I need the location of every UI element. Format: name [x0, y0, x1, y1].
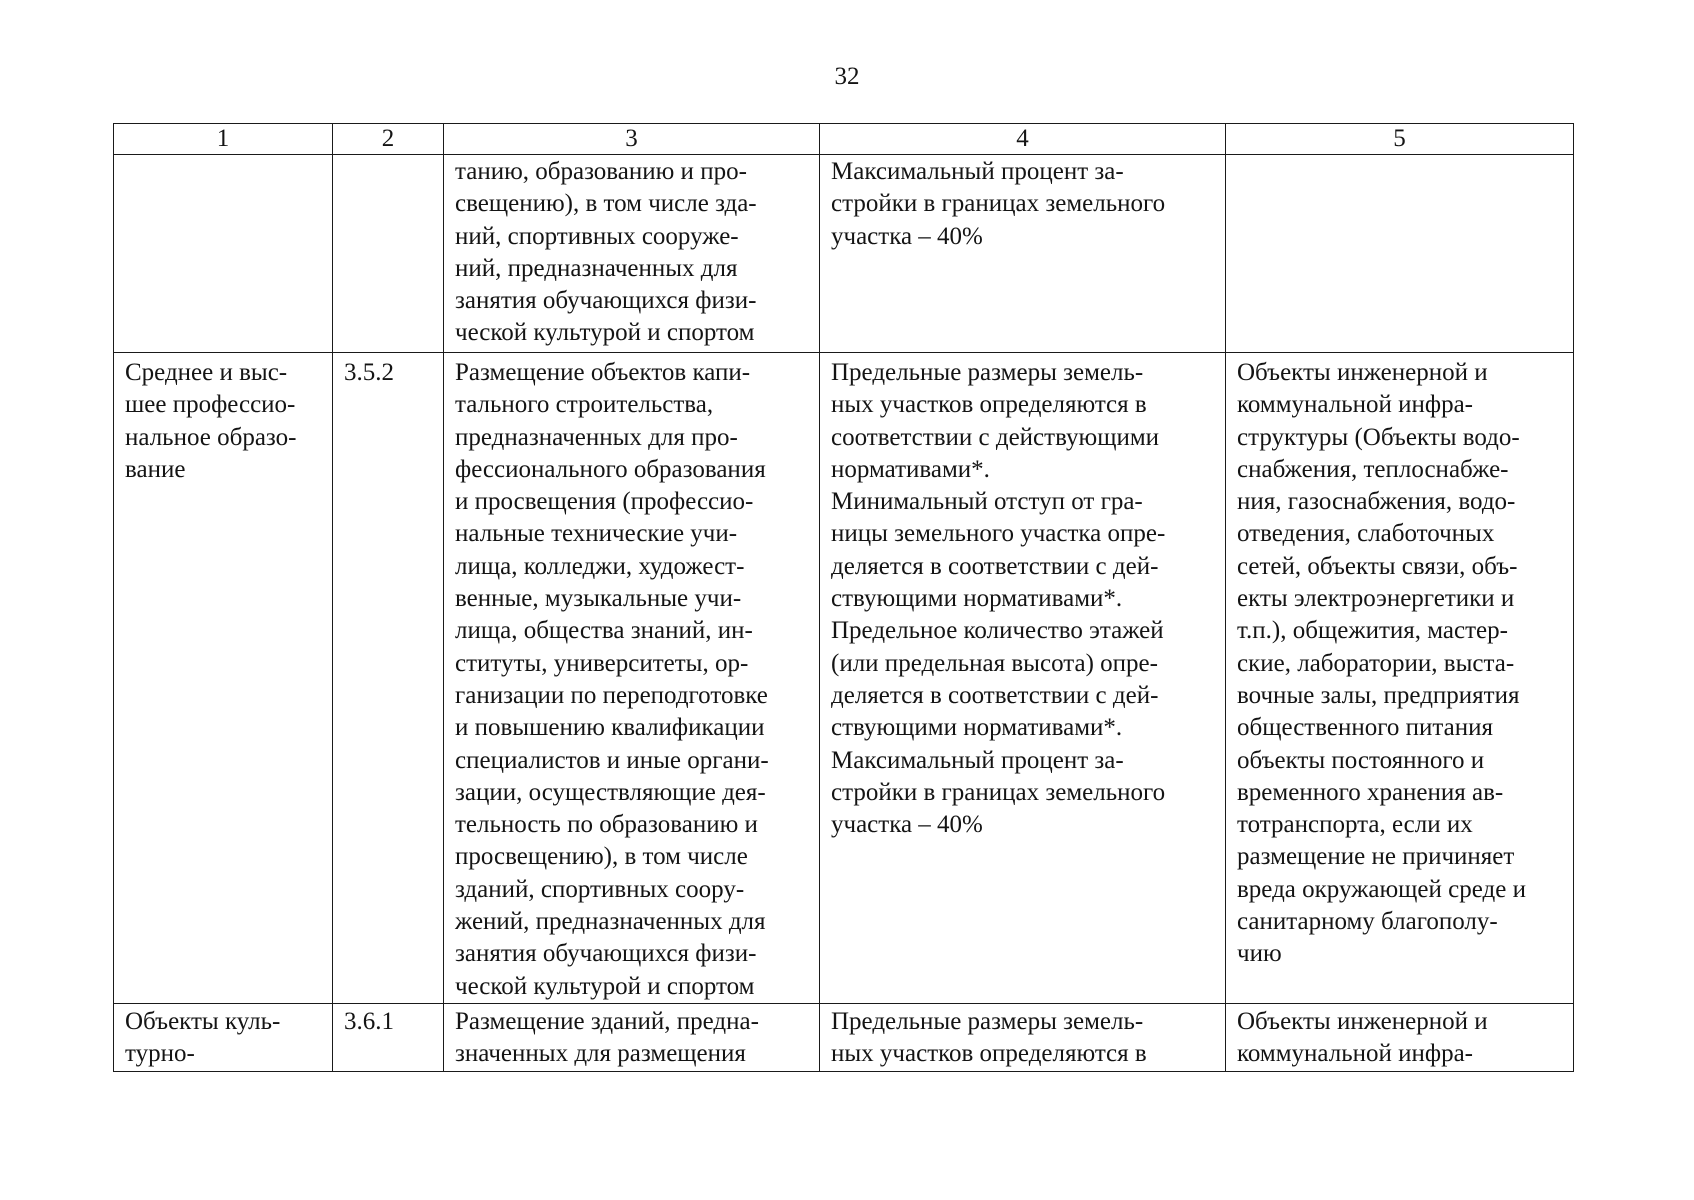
table-row	[114, 155, 1574, 353]
land-use-type-cell: Объекты куль- турно-	[114, 1003, 333, 1071]
description-cell: Размещение объектов капи- тального строительства, предназначенных для про- фессионального образования и просвещения (профессио- нальные технические учи- лища, колледжи, художест- венные, музыкальные учи- лища, общества знаний, ин- ституты, университеты, ор- ганизации по переподготовке и повышению квалификации специалистов и иные органи- зации, осуществляющие дея- тельность по образованию и просвещению), в том числе зданий, спортивных соору- жений, предназначенных для занятия обучающихся физи- ческой культурой и спортом	[444, 353, 820, 1004]
table-row	[114, 353, 1574, 1004]
header-cell-1: 1	[114, 124, 333, 155]
parameters-cell: Предельные размеры земель- ных участков определяются в	[820, 1003, 1226, 1071]
land-use-type-cell	[114, 155, 333, 353]
land-use-table	[113, 123, 1574, 1072]
parameters-cell: Максимальный процент за- стройки в границах земельного участка – 40%	[820, 155, 1226, 353]
header-cell-4: 4	[820, 124, 1226, 155]
header-cell-3: 3	[444, 124, 820, 155]
code-cell: 3.5.2	[333, 353, 444, 1004]
description-cell: танию, образованию и про- свещению), в том числе зда- ний, спортивных сооруже- ний, предназначенных для занятия обучающихся физи- ческой культурой и спортом	[444, 155, 820, 353]
auxiliary-uses-cell	[1226, 155, 1574, 353]
auxiliary-uses-cell: Объекты инженерной и коммунальной инфра- структуры (Объекты водо- снабжения, теплоснабже- ния, газоснабжения, водо- отведения, слаботочных сетей, объекты связи, объ- екты электроэнергетики и т.п.), общежития, мастер- ские, лаборатории, выста- вочные залы, предприятия общественного питания объекты постоянного и временного хранения ав- тотранспорта, если их размещение не причиняет вреда окружающей среде и санитарному благополу- чию	[1226, 353, 1574, 1004]
parameters-cell: Предельные размеры земель- ных участков определяются в соответствии с действующими нормативами*. Минимальный отступ от гра- ницы земельного участка опре- деляется в соответствии с дей- ствующими нормативами*. Предельное количество этажей (или предельная высота) опре- деляется в соответствии с дей- ствующими нормативами*. Максимальный процент за- стройки в границах земельного участка – 40%	[820, 353, 1226, 1004]
header-cell-5: 5	[1226, 124, 1574, 155]
header-cell-2: 2	[333, 124, 444, 155]
page-number: 32	[834, 63, 860, 90]
table-row	[114, 1003, 1574, 1071]
description-cell: Размещение зданий, предна- значенных для размещения	[444, 1003, 820, 1071]
auxiliary-uses-cell: Объекты инженерной и коммунальной инфра-	[1226, 1003, 1574, 1071]
code-cell: 3.6.1	[333, 1003, 444, 1071]
code-cell	[333, 155, 444, 353]
land-use-type-cell: Среднее и выс- шее профессио- нальное образо- вание	[114, 353, 333, 1004]
table-header-row	[114, 124, 1574, 155]
